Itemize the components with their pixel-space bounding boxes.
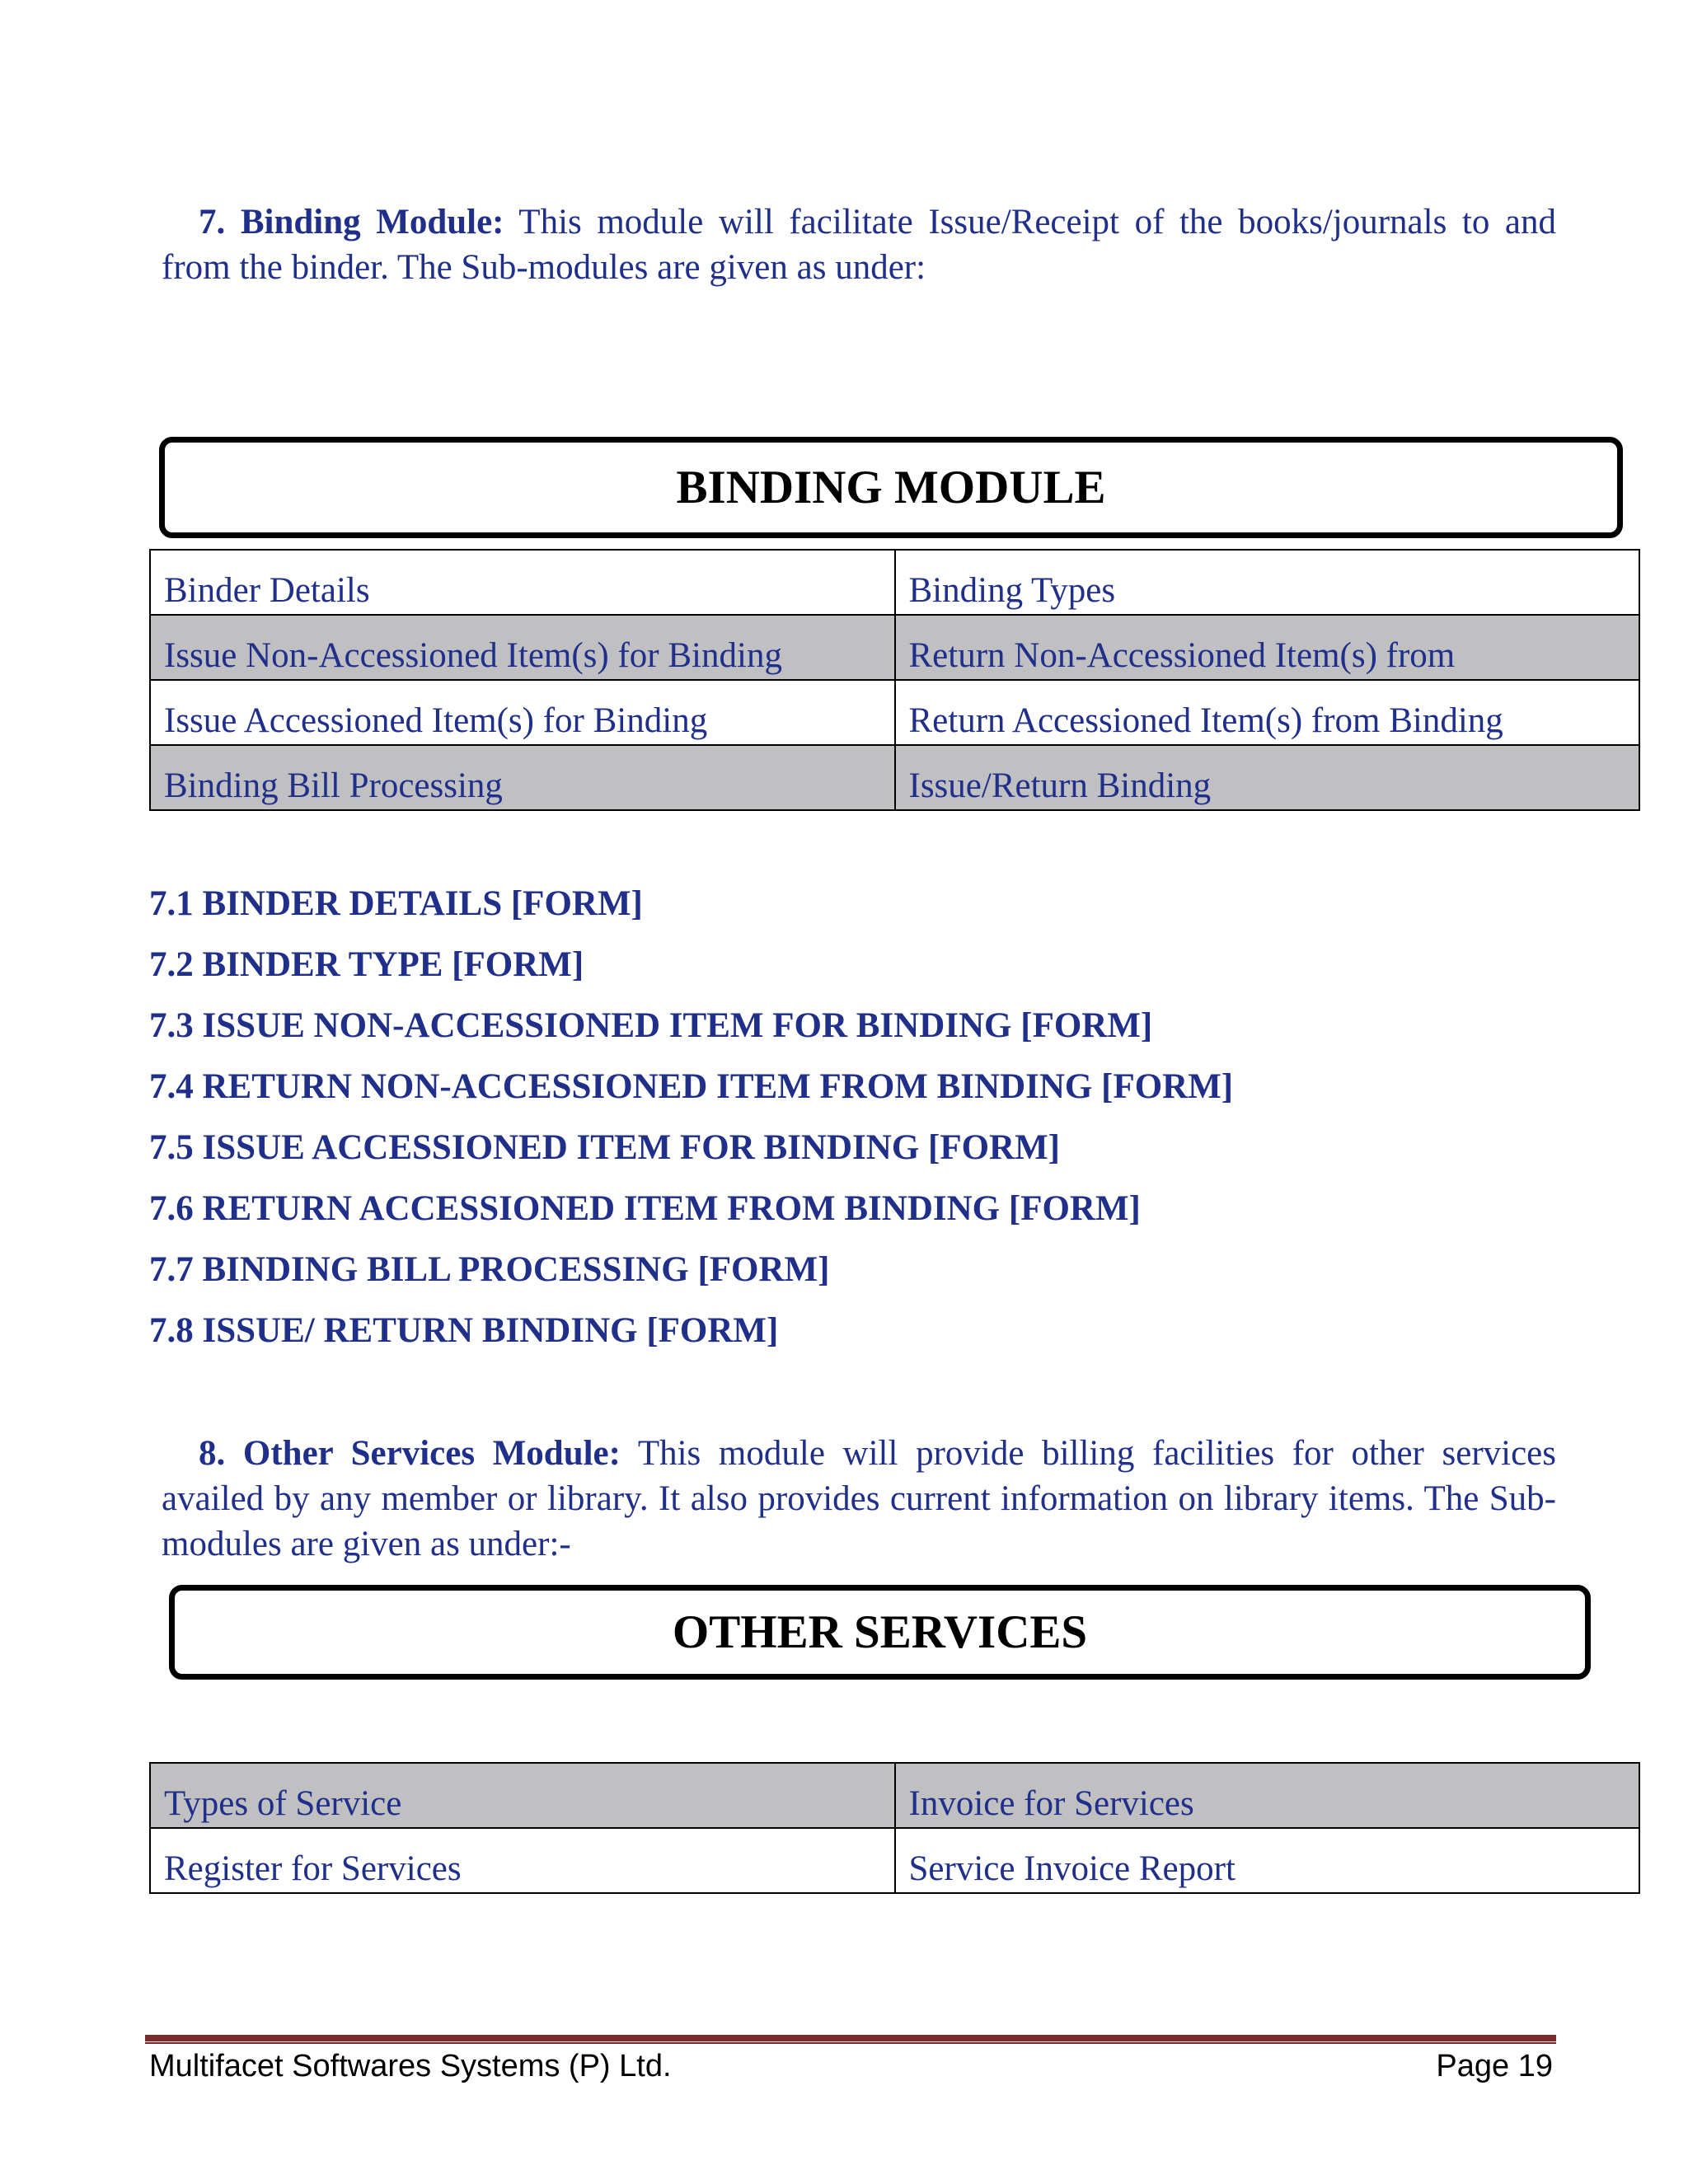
- table-cell: Return Non-Accessioned Item(s) from: [895, 615, 1640, 680]
- other-services-description: This module will provide billing facilities for other services availed by any member or library. It also provides current information on library items. The Sub-modules are given as under:-: [162, 1434, 1556, 1563]
- other-services-heading: 8. Other Services Module:: [199, 1434, 621, 1473]
- table-cell: Binder Details: [150, 550, 895, 615]
- table-cell: Binding Bill Processing: [150, 745, 895, 810]
- binding-submodules-table: [149, 549, 1640, 811]
- binding-module-description: This module will facilitate Issue/Receipt of the books/journals to and from the binder. The Sub-modules are given as under:: [162, 203, 1556, 287]
- other-services-title-box: [169, 1585, 1591, 1680]
- binding-forms-list: [149, 878, 1233, 1366]
- list-item: 7.4 RETURN NON-ACCESSIONED ITEM FROM BINDING [FORM]: [149, 1067, 1234, 1106]
- table-row: [150, 615, 1639, 680]
- other-services-paragraph: [162, 1431, 1556, 1567]
- table-cell: Issue Accessioned Item(s) for Binding: [150, 680, 895, 745]
- binding-module-heading: 7. Binding Module:: [199, 203, 504, 241]
- table-cell: Types of Service: [150, 1763, 895, 1828]
- list-item: 7.5 ISSUE ACCESSIONED ITEM FOR BINDING [FORM]: [149, 1128, 1061, 1167]
- table-row: [150, 680, 1639, 745]
- table-cell: Register for Services: [150, 1828, 895, 1893]
- services-submodules-table: [149, 1762, 1640, 1894]
- table-cell: Return Accessioned Item(s) from Binding: [895, 680, 1640, 745]
- list-item: 7.6 RETURN ACCESSIONED ITEM FROM BINDING [FORM]: [149, 1189, 1141, 1228]
- table-row: [150, 1828, 1639, 1893]
- binding-module-title: BINDING MODULE: [676, 462, 1106, 513]
- table-cell: Issue Non-Accessioned Item(s) for Binding: [150, 615, 895, 680]
- footer-divider: [145, 2035, 1556, 2041]
- binding-module-title-box: [159, 437, 1623, 538]
- table-row: [150, 1763, 1639, 1828]
- footer-company: Multifacet Softwares Systems (P) Ltd.: [149, 2049, 672, 2083]
- page-number: Page 19: [1436, 2049, 1553, 2083]
- other-services-title: OTHER SERVICES: [672, 1606, 1088, 1658]
- table-row: [150, 550, 1639, 615]
- list-item: 7.1 BINDER DETAILS [FORM]: [149, 884, 643, 923]
- list-item: 7.8 ISSUE/ RETURN BINDING [FORM]: [149, 1311, 779, 1350]
- list-item: 7.7 BINDING BILL PROCESSING [FORM]: [149, 1250, 830, 1289]
- list-item: 7.2 BINDER TYPE [FORM]: [149, 945, 584, 984]
- table-cell: Issue/Return Binding: [895, 745, 1640, 810]
- table-row: [150, 745, 1639, 810]
- table-cell: Invoice for Services: [895, 1763, 1640, 1828]
- list-item: 7.3 ISSUE NON-ACCESSIONED ITEM FOR BINDING [FORM]: [149, 1006, 1153, 1045]
- binding-module-paragraph: [162, 199, 1556, 290]
- table-cell: Binding Types: [895, 550, 1640, 615]
- table-cell: Service Invoice Report: [895, 1828, 1640, 1893]
